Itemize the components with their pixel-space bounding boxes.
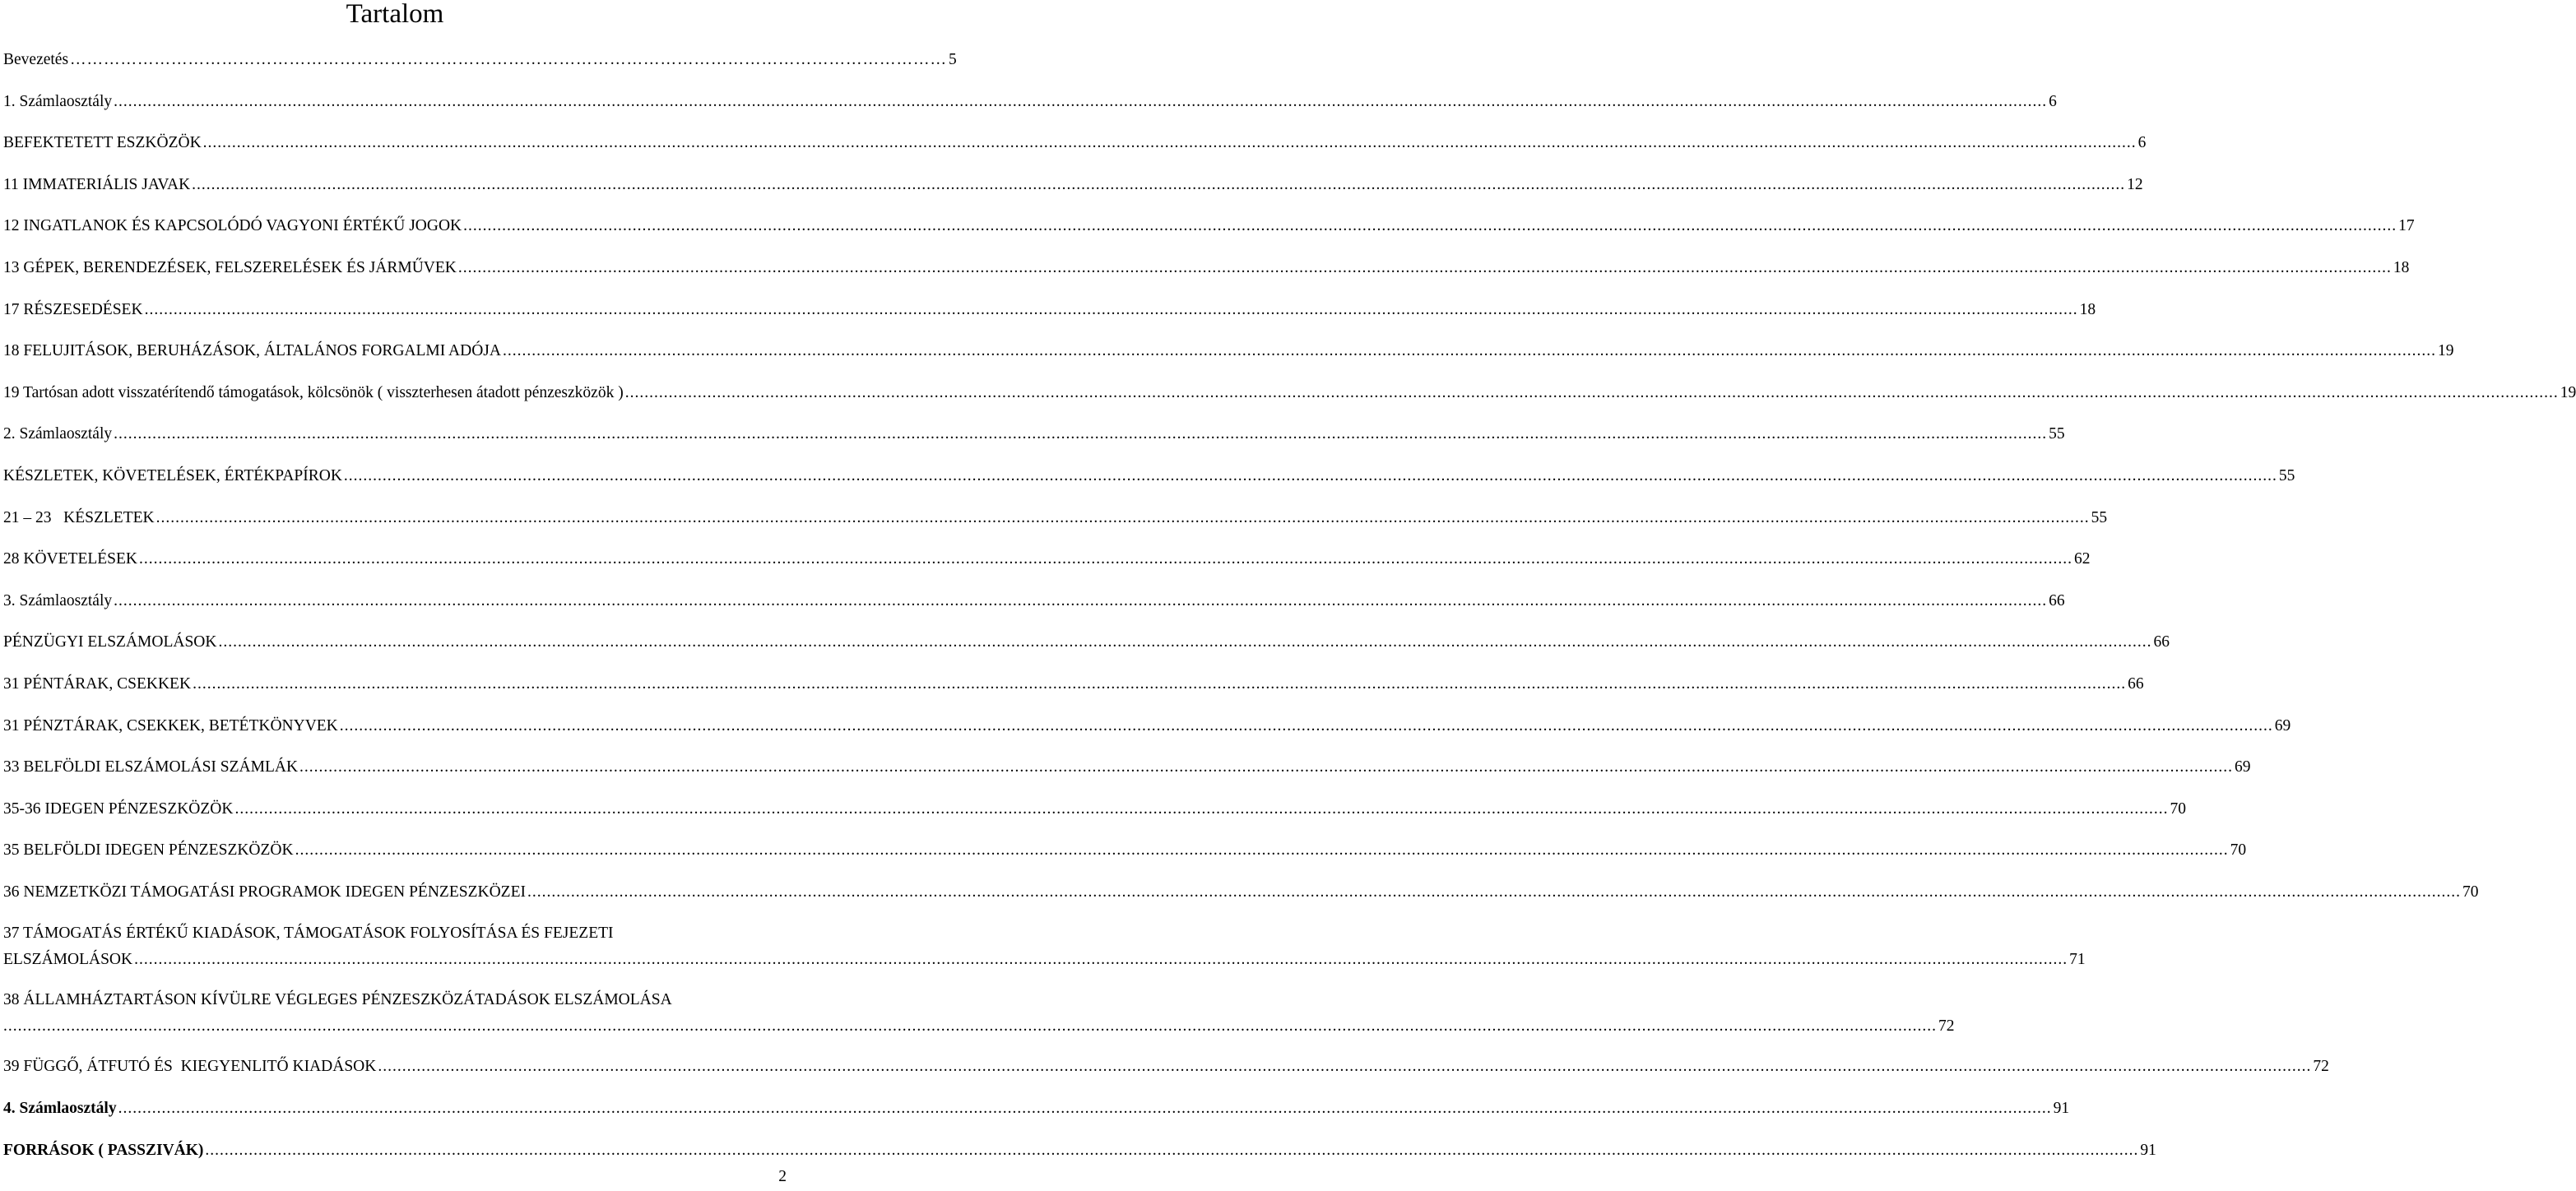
toc-entry[interactable] — [3, 883, 2479, 925]
toc-leader: ................................................................................................................................................................................................................................................................................................................................................................................................................ — [343, 466, 2277, 484]
toc-entry-text: 19 Tartósan adott visszatérítendő támogatások, kölcsönök ( visszterhesen átadott pénzeszközök ) — [3, 383, 624, 401]
toc-entry-text: 4. Számlaosztály — [3, 1100, 117, 1118]
toc-entry-page: 62 — [2074, 550, 2091, 568]
toc-entry-text: 39 FÜGGŐ, ÁTFUTÓ ÉS KIEGYENLITŐ KIADÁSOK — [3, 1058, 377, 1076]
toc-entry-text: 11 IMMATERIÁLIS JAVAK — [3, 175, 191, 193]
toc-leader: ................................................................................................................................................................................................................................................................................................................................................................................................................ — [299, 758, 2234, 776]
toc-leader: ................................................................................................................................................................................................................................................................................................................................................................................................................ — [339, 716, 2273, 735]
toc-entry-page: 69 — [2274, 716, 2291, 735]
toc-entry[interactable] — [3, 383, 2576, 426]
toc-entry-text: 28 KÖVETELÉSEK — [3, 550, 138, 568]
toc-leader: ................................................................................................................................................................................................................................................................................................................................................................................................................ — [114, 591, 2048, 609]
toc-leader: ................................................................................................................................................................................................................................................................................................................................................................................................................ — [134, 951, 2068, 969]
toc-entry-multiline[interactable] — [3, 925, 2086, 991]
toc-leader: ................................................................................................................................................................................................................................................................................................................................................................................................................ — [205, 1141, 2139, 1159]
toc-leader: ................................................................................................................................................................................................................................................................................................................................................................................................................ — [114, 92, 2048, 110]
toc-entry[interactable] — [3, 175, 2143, 218]
toc-entry-text: 35 BELFÖLDI IDEGEN PÉNZESZKÖZÖK — [3, 841, 294, 860]
toc-entry-page: 91 — [2053, 1100, 2070, 1118]
toc-entry[interactable] — [3, 217, 2415, 259]
toc-leader: ................................................................................................................................................................................................................................................................................................................................................................................................................ — [193, 674, 2127, 693]
toc-entry-page: 6 — [2137, 134, 2147, 152]
toc-leader: ................................................................................................................................................................................................................................................................................................................................................................................................................ — [139, 550, 2073, 568]
toc-entry-page: 19 — [2437, 342, 2454, 360]
toc-entry-page: 66 — [2153, 633, 2170, 651]
toc-entry-page: 91 — [2140, 1141, 2156, 1159]
table-of-contents — [3, 51, 2576, 1183]
toc-entry[interactable] — [3, 591, 2065, 634]
toc-entry-text-line1: 38 ÁLLAMHÁZTARTÁSON KÍVÜLRE VÉGLEGES PÉNZESZKÖZÁTADÁSOK ELSZÁMOLÁSA — [3, 991, 672, 1009]
toc-entry[interactable] — [3, 633, 2170, 675]
toc-entry[interactable] — [3, 134, 2147, 176]
toc-entry-text: 36 NEMZETKÖZI TÁMOGATÁSI PROGRAMOK IDEGEN PÉNZESZKÖZEI — [3, 883, 526, 901]
toc-entry[interactable] — [3, 342, 2454, 384]
toc-entry-page: 71 — [2069, 951, 2086, 969]
toc-entry-text: 33 BELFÖLDI ELSZÁMOLÁSI SZÁMLÁK — [3, 758, 299, 776]
toc-entry[interactable] — [3, 1141, 2156, 1184]
page-title: Tartalom — [346, 0, 444, 29]
toc-entry-text: 18 FELUJITÁSOK, BERUHÁZÁSOK, ÁLTALÁNOS FORGALMI ADÓJA — [3, 342, 501, 360]
toc-leader: ................................................................................................................................................................................................................................................................................................................................................................................................................ — [192, 175, 2126, 193]
toc-leader: ………………………………………………………………………………………………………………………………………… — [70, 51, 948, 68]
toc-leader: ................................................................................................................................................................................................................................................................................................................................................................................................................ — [295, 841, 2229, 860]
toc-entry-text: 31 PÉNZTÁRAK, CSEKKEK, BETÉTKÖNYVEK — [3, 716, 338, 735]
toc-entry[interactable] — [3, 508, 2108, 551]
toc-entry-page: 55 — [2091, 508, 2108, 526]
toc-entry-multiline[interactable] — [3, 991, 1955, 1058]
toc-entry-text: 35-36 IDEGEN PÉNZESZKÖZÖK — [3, 799, 234, 818]
toc-entry[interactable] — [3, 466, 2295, 509]
toc-entry-text: 17 RÉSZESEDÉSEK — [3, 300, 143, 318]
toc-entry-text: 1. Számlaosztály — [3, 92, 113, 110]
toc-entry[interactable] — [3, 300, 2096, 343]
toc-leader: ................................................................................................................................................................................................................................................................................................................................................................................................................ — [378, 1058, 2312, 1076]
toc-entry-text: 13 GÉPEK, BERENDEZÉSEK, FELSZERELÉSEK ÉS JÁRMŰVEK — [3, 258, 457, 276]
toc-entry-page: 72 — [1938, 1017, 1955, 1036]
toc-leader: ................................................................................................................................................................................................................................................................................................................................................................................................................ — [114, 425, 2048, 443]
toc-entry[interactable] — [3, 716, 2291, 759]
toc-leader: ................................................................................................................................................................................................................................................................................................................................................................................................................ — [202, 134, 2137, 152]
toc-entry[interactable] — [3, 550, 2091, 592]
toc-entry-page: 17 — [2398, 217, 2415, 235]
toc-leader: ................................................................................................................................................................................................................................................................................................................................................................................................................ — [624, 383, 2559, 401]
toc-entry[interactable] — [3, 758, 2251, 800]
toc-entry-text: FORRÁSOK ( PASSZIVÁK) — [3, 1141, 204, 1159]
toc-entry-page: 18 — [2079, 300, 2096, 318]
toc-leader: ................................................................................................................................................................................................................................................................................................................................................................................................................ — [218, 633, 2152, 651]
toc-entry-page: 5 — [949, 51, 957, 68]
toc-entry-text: 3. Számlaosztály — [3, 591, 113, 609]
toc-entry-text: 2. Számlaosztály — [3, 425, 113, 443]
toc-leader: ................................................................................................................................................................................................................................................................................................................................................................................................................ — [527, 883, 2461, 901]
toc-entry-page: 55 — [2049, 425, 2065, 443]
toc-entry-text-line1: 37 TÁMOGATÁS ÉRTÉKŰ KIADÁSOK, TÁMOGATÁSOK FOLYOSÍTÁSA ÉS FEJEZETI — [3, 925, 614, 943]
toc-entry-text: PÉNZÜGYI ELSZÁMOLÁSOK — [3, 633, 217, 651]
toc-entry[interactable] — [3, 1058, 2329, 1100]
toc-entry[interactable] — [3, 425, 2065, 467]
toc-entry[interactable] — [3, 799, 2186, 842]
toc-leader: ................................................................................................................................................................................................................................................................................................................................................................................................................ — [3, 1017, 1937, 1036]
toc-entry-page: 19 — [2560, 383, 2576, 401]
toc-leader: ................................................................................................................................................................................................................................................................................................................................................................................................................ — [155, 508, 2090, 526]
toc-entry-page: 69 — [2235, 758, 2251, 776]
toc-leader: ................................................................................................................................................................................................................................................................................................................................................................................................................ — [118, 1100, 2052, 1118]
toc-entry-text: KÉSZLETEK, KÖVETELÉSEK, ÉRTÉKPAPÍROK — [3, 466, 342, 484]
toc-leader: ................................................................................................................................................................................................................................................................................................................................................................................................................ — [457, 258, 2392, 276]
toc-entry[interactable] — [3, 841, 2247, 883]
toc-entry-text: 31 PÉNTÁRAK, CSEKKEK — [3, 674, 192, 693]
toc-leader: ................................................................................................................................................................................................................................................................................................................................................................................................................ — [502, 342, 2436, 360]
toc-leader: ................................................................................................................................................................................................................................................................................................................................................................................................................ — [234, 799, 2169, 818]
toc-entry-page: 12 — [2127, 175, 2143, 193]
toc-entry-text: 12 INGATLANOK ÉS KAPCSOLÓDÓ VAGYONI ÉRTÉKŰ JOGOK — [3, 217, 462, 235]
toc-entry-text: 21 – 23 KÉSZLETEK — [3, 508, 155, 526]
toc-entry-page: 70 — [2230, 841, 2247, 860]
toc-entry-page: 70 — [2170, 799, 2186, 818]
toc-entry-text: BEFEKTETETT ESZKÖZÖK — [3, 134, 202, 152]
toc-entry-text: Bevezetés — [3, 51, 69, 68]
toc-entry[interactable] — [3, 258, 2410, 301]
toc-entry-page: 6 — [2049, 92, 2057, 110]
toc-entry[interactable] — [3, 674, 2144, 717]
toc-entry[interactable] — [3, 92, 2057, 135]
toc-entry-page: 18 — [2393, 258, 2410, 276]
toc-entry-page: 70 — [2462, 883, 2479, 901]
toc-entry[interactable] — [3, 1100, 2070, 1142]
toc-leader: ................................................................................................................................................................................................................................................................................................................................................................................................................ — [463, 217, 2397, 235]
toc-entry-page: 66 — [2128, 674, 2144, 693]
toc-entry-bevezetes[interactable] — [3, 51, 957, 93]
page-number: 2 — [778, 1168, 787, 1185]
toc-entry-page: 72 — [2313, 1058, 2329, 1076]
toc-entry-page: 66 — [2049, 591, 2065, 609]
toc-entry-page: 55 — [2278, 466, 2295, 484]
toc-entry-text-line2: ELSZÁMOLÁSOK — [3, 951, 133, 969]
toc-leader: ................................................................................................................................................................................................................................................................................................................................................................................................................ — [144, 300, 2078, 318]
